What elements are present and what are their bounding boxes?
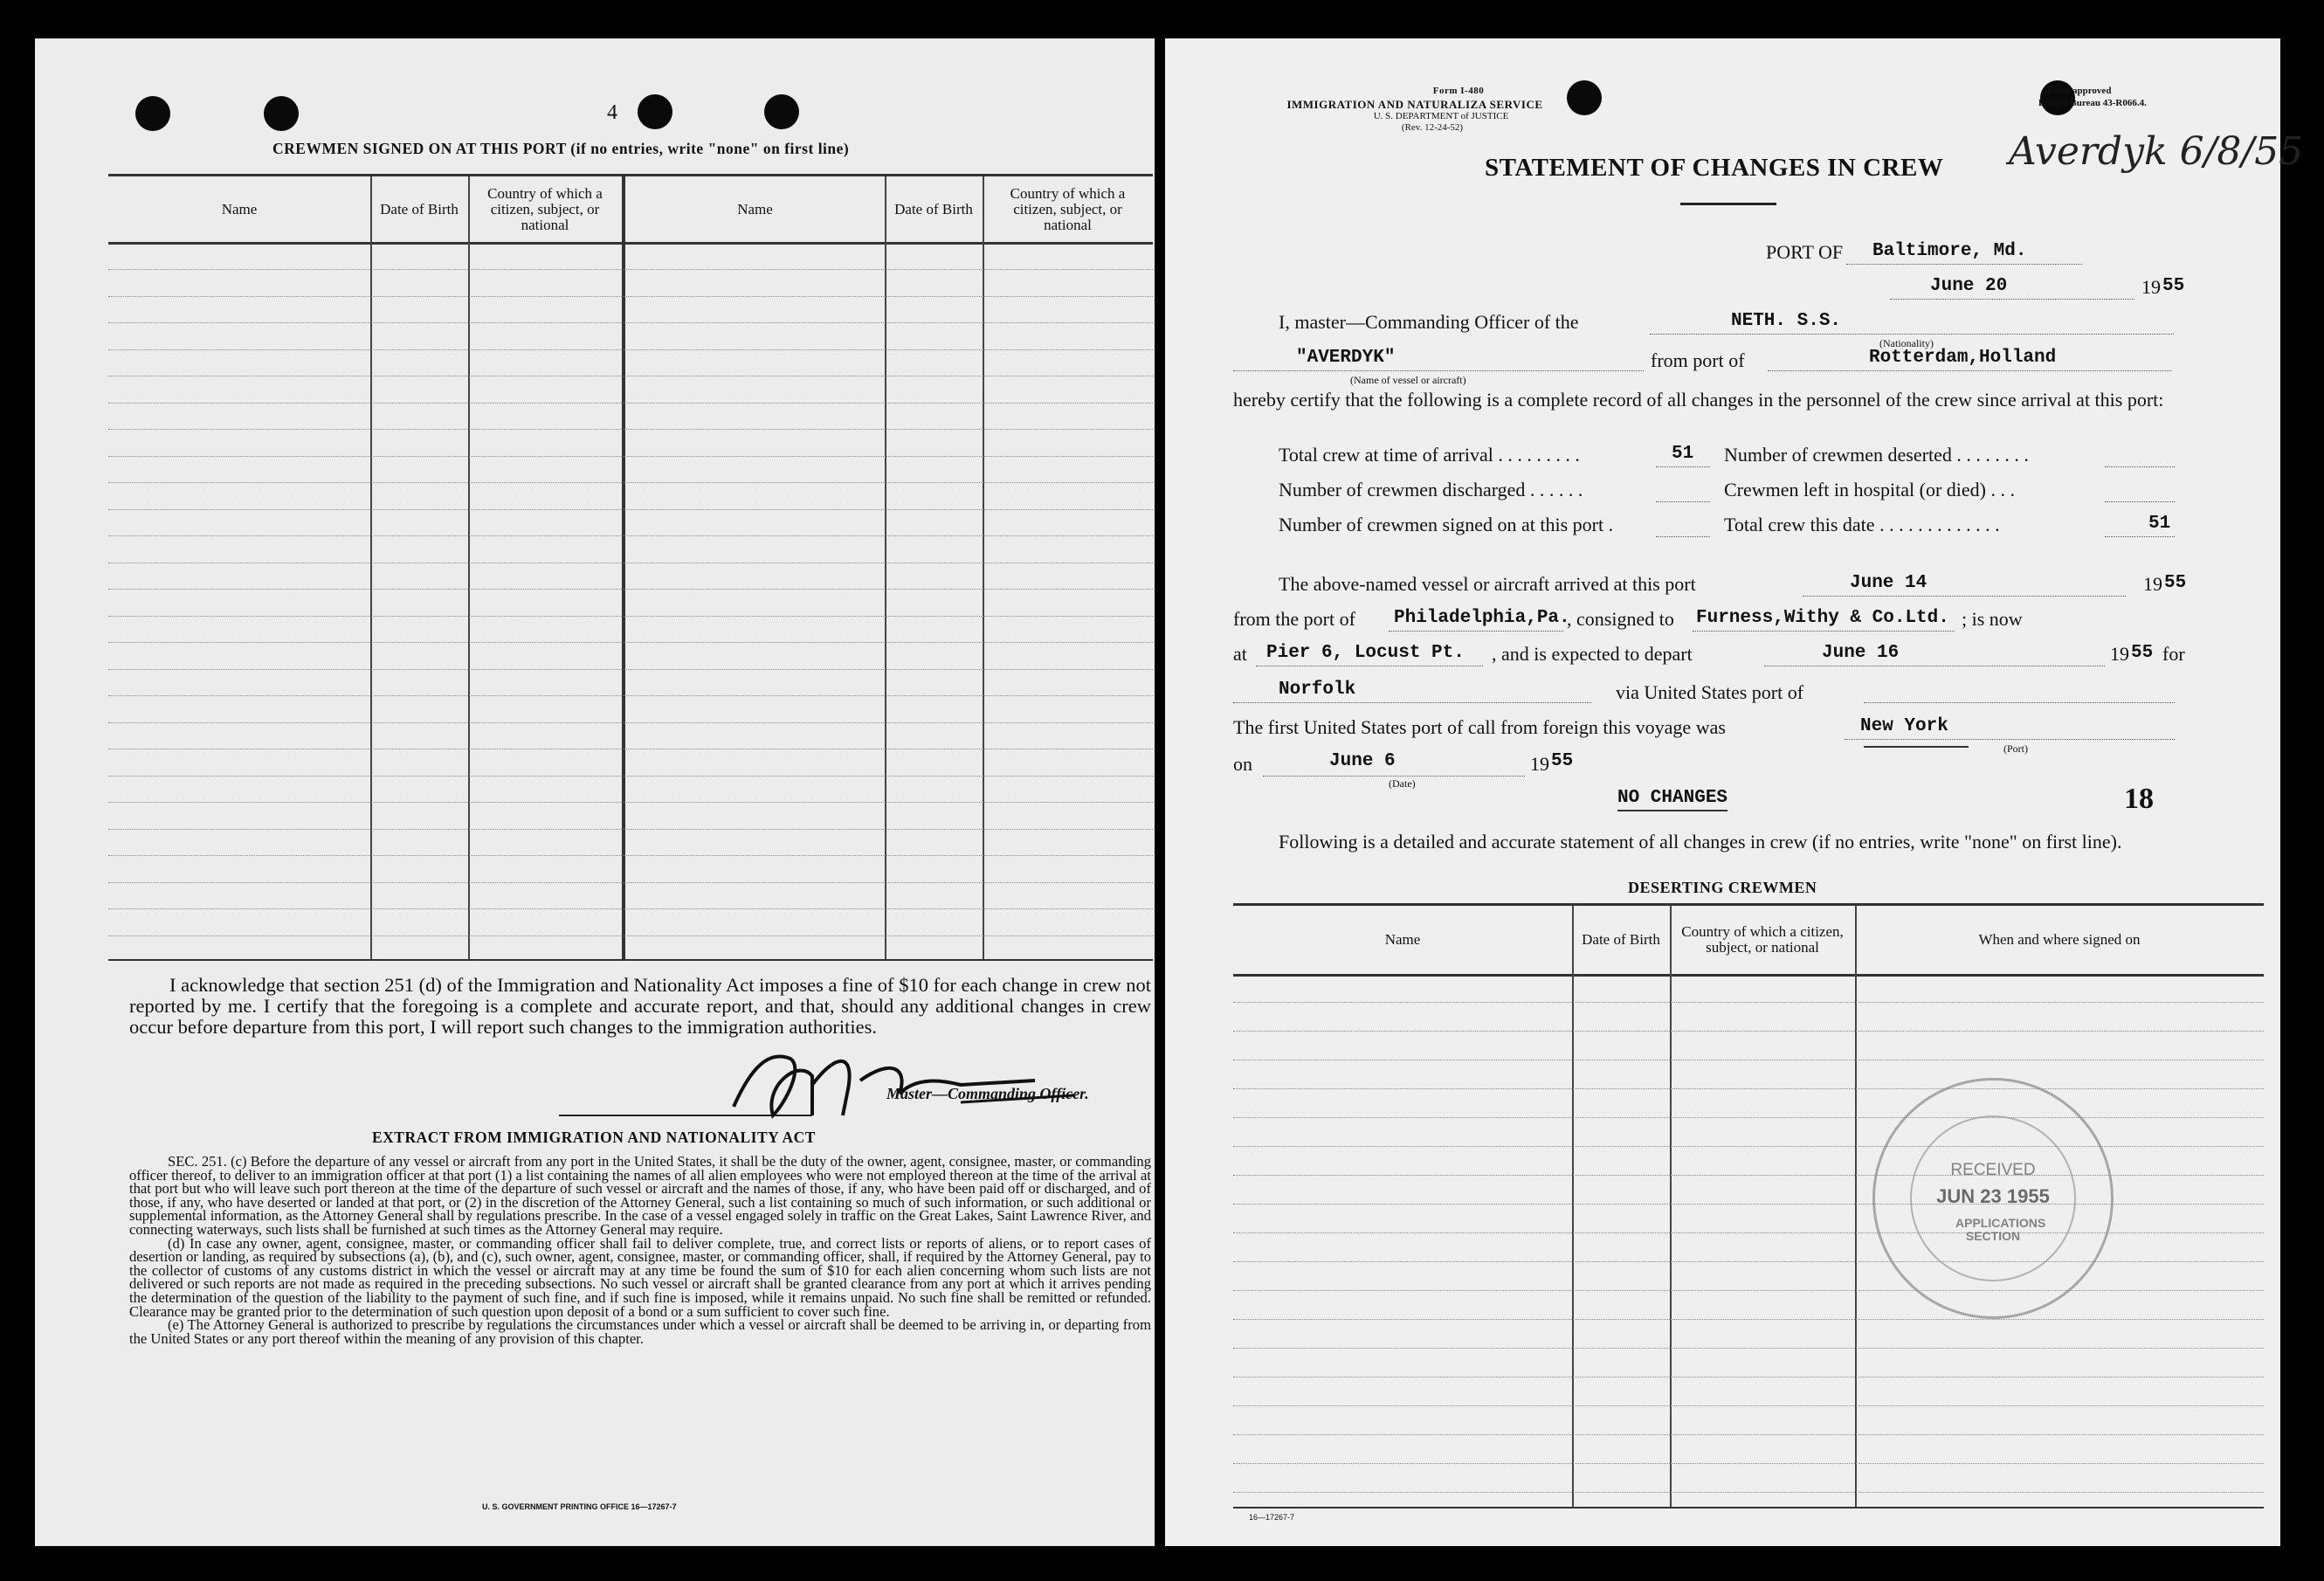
footer-code: 16—17267-7 bbox=[1249, 1513, 1295, 1522]
total-arrival-value: 51 bbox=[1672, 444, 1694, 464]
deserting-title: DESERTING CREWMEN bbox=[1628, 879, 1817, 896]
total-arrival-label: Total crew at time of arrival . . . . . . . . . bbox=[1279, 444, 1580, 466]
table-row bbox=[108, 908, 1153, 909]
table-row bbox=[108, 669, 1153, 670]
port-of-value: Baltimore, Md. bbox=[1872, 241, 2027, 261]
col-header-dob: Date of Birth bbox=[1582, 931, 1660, 948]
depart-year-value: 55 bbox=[2131, 643, 2154, 663]
from-value: Philadelphia,Pa. bbox=[1394, 608, 1570, 628]
table-row bbox=[108, 296, 1153, 297]
budget-bureau: Budget Bureau 43-R066.4. bbox=[2038, 98, 2147, 108]
left-page bbox=[35, 38, 1155, 1546]
extract-section-e: (e) The Attorney General is authorized to prescribe by regulations the circumstances under which a vessel or aircraft shall be deemed to be arriving in, or departing from the United States or any port thereof within the meaning of any provision of this chapter. bbox=[129, 1316, 1151, 1347]
col-header-name: Name bbox=[1384, 931, 1421, 948]
col-header-dob: Date of Birth bbox=[894, 200, 973, 217]
no-changes-note: NO CHANGES bbox=[1617, 788, 1727, 811]
table-row bbox=[1233, 1348, 2264, 1349]
col-header-country: Country of which a citizen, subject, or national bbox=[1681, 923, 1844, 956]
depart-value: June 16 bbox=[1822, 643, 1900, 663]
table-row bbox=[1233, 1492, 2264, 1493]
first-port-year-prefix: 19 bbox=[1530, 753, 1549, 775]
first-port-year-value: 55 bbox=[1551, 751, 1574, 771]
port-caption: (Port) bbox=[2003, 742, 2028, 755]
department-name: U. S. DEPARTMENT of JUSTICE bbox=[1373, 111, 1509, 121]
arrived-year-value: 55 bbox=[2164, 573, 2187, 593]
vessel-name-value: "AVERDYK" bbox=[1296, 348, 1396, 368]
consigned-label: , consigned to bbox=[1567, 608, 1674, 630]
table-row bbox=[1233, 1463, 2264, 1464]
section-title: CREWMEN SIGNED ON AT THIS PORT (if no entries, write "none" on first line) bbox=[272, 140, 850, 157]
table-row bbox=[108, 482, 1153, 483]
arrived-year-prefix: 19 bbox=[2143, 573, 2162, 595]
total-date-label: Total crew this date . . . . . . . . . . . . . bbox=[1724, 514, 2000, 535]
table-row bbox=[1233, 1146, 2264, 1147]
received-stamp-applications: RECEIVED JUN 23 1955 APPLICATIONS SECTION bbox=[1872, 1078, 2114, 1319]
punch-hole bbox=[264, 96, 299, 131]
col-header-name: Name bbox=[737, 200, 773, 217]
agency-name: IMMIGRATION AND NATURALIZA SERVICE bbox=[1286, 98, 1543, 111]
date-caption: (Date) bbox=[1389, 777, 1416, 790]
table-row bbox=[108, 535, 1153, 536]
table-row bbox=[1233, 1319, 2264, 1320]
table-row bbox=[1233, 1261, 2264, 1262]
table-row bbox=[1233, 1088, 2264, 1089]
is-now-label: ; is now bbox=[1962, 608, 2023, 630]
at-value: Pier 6, Locust Pt. bbox=[1266, 643, 1465, 663]
table-row bbox=[108, 802, 1153, 803]
certify-text: hereby certify that the following is a complete record of all changes in the personnel of the crew since arrival at this port: bbox=[1233, 389, 2164, 411]
arrived-value: June 14 bbox=[1850, 573, 1927, 593]
discharged-label: Number of crewmen discharged . . . . . . bbox=[1279, 479, 1583, 501]
vessel-name-caption: (Name of vessel or aircraft) bbox=[1350, 374, 1466, 386]
table-row bbox=[108, 349, 1153, 350]
depart-year-prefix: 19 bbox=[2110, 643, 2129, 665]
form-revision: (Rev. 12-24-52) bbox=[1401, 122, 1464, 133]
punch-hole bbox=[135, 96, 170, 131]
table-row bbox=[108, 509, 1153, 510]
from-port-label: from port of bbox=[1651, 349, 1745, 371]
extract-body bbox=[129, 1155, 1151, 1345]
table-row bbox=[1233, 1002, 2264, 1003]
svg-text:Averdyk 6/8/55: Averdyk 6/8/55 bbox=[2009, 129, 2304, 174]
arrived-label: The above-named vessel or aircraft arrived at this port bbox=[1279, 573, 1696, 595]
crewmen-signed-on-table bbox=[108, 174, 1153, 961]
table-row bbox=[1233, 1434, 2264, 1435]
extract-title: EXTRACT FROM IMMIGRATION AND NATIONALITY ACT bbox=[372, 1129, 816, 1146]
signed-on-label: Number of crewmen signed on at this port . bbox=[1279, 514, 1614, 535]
sheet-number: 18 bbox=[2124, 783, 2154, 815]
table-row bbox=[108, 829, 1153, 830]
acknowledgement-text: I acknowledge that section 251 (d) of the Immigration and Nationality Act imposes a fine of $10 for each change in crew not reported by me. I certify that the foregoing is a complete and accurate report, and that, should any additional changes in crew occur before departure from this port, I will report such changes to the immigration authorities. bbox=[129, 974, 1151, 1038]
at-label: at bbox=[1233, 643, 1247, 665]
table-row bbox=[108, 269, 1153, 270]
report-year-prefix: 19 bbox=[2141, 276, 2161, 298]
col-header-country: Country of which a citizen, subject, or national bbox=[487, 184, 603, 233]
table-row bbox=[108, 322, 1153, 323]
punch-hole bbox=[764, 94, 799, 129]
master-signature bbox=[550, 1032, 1092, 1129]
master-label: I, master—Commanding Officer of the bbox=[1279, 311, 1579, 333]
on-label: on bbox=[1233, 753, 1252, 775]
destination-value: Norfolk bbox=[1279, 680, 1356, 700]
table-row bbox=[108, 935, 1153, 936]
for-label: for bbox=[2162, 643, 2185, 665]
right-page bbox=[1165, 38, 2304, 1546]
col-header-dob: Date of Birth bbox=[380, 200, 459, 217]
table-row bbox=[108, 855, 1153, 856]
port-of-label: PORT OF bbox=[1766, 241, 1844, 263]
report-year-value: 55 bbox=[2162, 276, 2185, 296]
col-header-when-where: When and where signed on bbox=[1978, 931, 2141, 948]
from-port-value: Rotterdam,Holland bbox=[1869, 348, 2057, 368]
table-row bbox=[108, 616, 1153, 617]
title-rule bbox=[1680, 203, 1776, 205]
depart-label: , and is expected to depart bbox=[1492, 643, 1693, 665]
table-row bbox=[108, 429, 1153, 430]
page-number: 4 bbox=[607, 101, 617, 124]
report-date-value: June 20 bbox=[1930, 276, 2008, 296]
table-row bbox=[108, 722, 1153, 723]
extract-section-c: SEC. 251. (c) Before the departure of any vessel or aircraft from any port in the United States, it shall be the duty of the owner, agent, consignee, master, or commanding officer thereof, to deliver to an immigration officer at that port (1) a list containing the names of all alien employees who were not employed thereon at the time of the arrival at that port but who will leave such port thereon at the time of the departure of such vessel or aircraft and the names of those, if any, who have been paid off or discharged, and of those, if any, who have deserted or landed at that port, or (2) in the discretion of the Attorney General, such a list containing so much of such information, or such additional or supplemental information, as the Attorney General shall by regulations prescribe. In the case of a vessel engaged solely in traffic on the Great Lakes, Saint Lawrence River, and connecting waterways, such lists shall be furnished at such times as the Attorney General may require. bbox=[129, 1153, 1151, 1238]
table-row bbox=[1233, 1031, 2264, 1032]
hospital-label: Crewmen left in hospital (or died) . . . bbox=[1724, 479, 2015, 501]
first-port-value: New York bbox=[1860, 716, 1948, 736]
table-row bbox=[1233, 1405, 2264, 1406]
handwritten-annotation bbox=[2003, 124, 2304, 246]
from-label: from the port of bbox=[1233, 608, 1355, 630]
form-approved: Form approved bbox=[2047, 86, 2112, 96]
form-number: Form I-480 bbox=[1432, 86, 1485, 96]
printer-line: U. S. GOVERNMENT PRINTING OFFICE 16—17267-7 bbox=[482, 1502, 677, 1511]
first-port-label: The first United States port of call from foreign this voyage was bbox=[1233, 716, 1726, 738]
via-label: via United States port of bbox=[1616, 681, 1804, 703]
signature-caption: Master—Commanding Officer. bbox=[886, 1085, 1089, 1102]
deserted-label: Number of crewmen deserted . . . . . . . . bbox=[1724, 444, 2029, 466]
table-row bbox=[1233, 1117, 2264, 1118]
col-header-country: Country of which a citizen, subject, or national bbox=[1010, 184, 1126, 233]
table-row bbox=[108, 589, 1153, 590]
following-text: Following is a detailed and accurate statement of all changes in crew (if no entries, write "none" on first line). bbox=[1279, 831, 2122, 853]
col-header-name: Name bbox=[221, 200, 258, 217]
consigned-value: Furness,Withy & Co.Ltd. bbox=[1696, 608, 1949, 628]
total-date-value: 51 bbox=[2148, 514, 2171, 534]
table-row bbox=[108, 642, 1153, 643]
nationality-value: NETH. S.S. bbox=[1731, 311, 1842, 331]
nationality-caption: (Nationality) bbox=[1879, 337, 1934, 349]
table-row bbox=[108, 456, 1153, 457]
extract-section-d: (d) In case any owner, agent, consignee, master, or commanding officer shall fail to deliver complete, true, and correct lists or reports of aliens, or to report cases of desertion or landing, as required by subsections (a), (b), and (c), such owner, agent, consignee, master, or commanding officer, shall, if required by the Attorney General, pay to the collector of customs of any customs district in which the vessel or aircraft may at any time be found the sum of $10 for each alien concerning whom such lists are not delivered or such reports are not made as required in the preceding subsections. No such vessel or aircraft shall be granted clearance from any port at which it arrives pending the determination of the question of the liability to the payment of such fine, and if such fine is imposed, while it remains unpaid. No such fine shall be remitted or refunded. Clearance may be granted prior to the determination of such question upon deposit of a bond or a sum sufficient to cover such fine. bbox=[129, 1234, 1151, 1320]
first-port-date-value: June 6 bbox=[1329, 751, 1396, 771]
table-row bbox=[108, 403, 1153, 404]
table-row bbox=[108, 776, 1153, 777]
table-row bbox=[108, 882, 1153, 883]
form-title: STATEMENT OF CHANGES IN CREW bbox=[1485, 154, 1944, 182]
table-row bbox=[1233, 1290, 2264, 1291]
table-row bbox=[108, 695, 1153, 696]
punch-hole bbox=[638, 94, 672, 129]
